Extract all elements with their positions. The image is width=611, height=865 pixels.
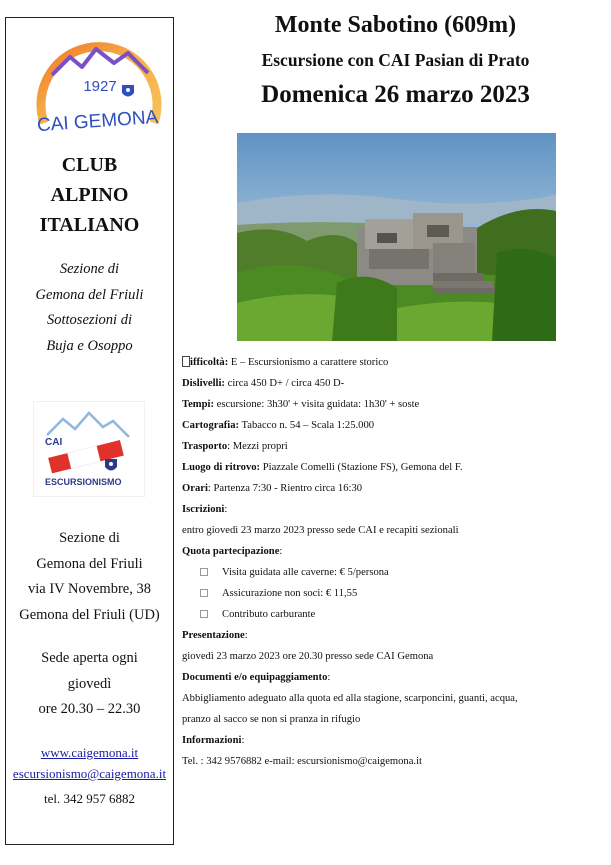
quota-item-text: Assicurazione non soci: € 11,55 — [222, 588, 358, 599]
ritrovo-label: Luogo di ritrovo: — [182, 462, 261, 473]
cai-gemona-logo — [30, 23, 166, 153]
address-line: Gemona del Friuli (UD) — [19, 606, 160, 623]
bullet-box-icon — [200, 610, 208, 618]
section-line: Sezione di — [59, 261, 120, 277]
documenti-colon: : — [327, 672, 331, 683]
svg-text:CAI: CAI — [45, 437, 63, 448]
address-line: Gemona del Friuli — [36, 555, 143, 572]
difficolta-value: E – Escursionismo a carattere storico — [228, 357, 389, 368]
email-link[interactable]: escursionismo@caigemona.it — [12, 766, 167, 781]
presentazione-text: giovedì 23 marzo 2023 ore 20.30 presso sede CAI Gemona — [182, 651, 434, 662]
phone-number: tel. 342 957 6882 — [44, 791, 135, 806]
orari-row — [182, 478, 602, 499]
bullet-box-icon — [200, 568, 208, 576]
difficolta-row — [182, 352, 602, 373]
section-line: Buja e Osoppo — [46, 337, 133, 354]
orari-value: : Partenza 7:30 - Rientro circa 16:30 — [207, 483, 363, 494]
svg-text:ESCURSIONISMO: ESCURSIONISMO — [45, 477, 122, 487]
quota-item-text: Contributo carburante — [222, 609, 316, 620]
club-line: CLUB — [61, 154, 118, 176]
documenti-label: Documenti e/o equipaggiamento — [182, 672, 328, 683]
presentazione-colon: : — [244, 630, 248, 641]
monte-sabotino-photo — [237, 133, 556, 341]
address-block — [6, 526, 173, 628]
trasporto-row — [182, 436, 602, 457]
dislivelli-row — [182, 373, 602, 394]
section-info — [6, 257, 173, 359]
cai-escursionismo-logo — [33, 401, 145, 497]
club-line: ALPINO — [50, 184, 129, 206]
iscrizioni-label: Iscrizioni — [182, 504, 225, 515]
iscrizioni-row — [182, 499, 602, 520]
hours-line: giovedì — [67, 675, 112, 692]
dislivelli-value: circa 450 D+ / circa 450 D- — [224, 378, 345, 389]
bullet-box-icon — [200, 589, 208, 597]
presentazione-label: Presentazione — [182, 630, 245, 641]
tempi-row — [182, 394, 602, 415]
address-line: via IV Novembre, 38 — [28, 581, 151, 597]
event-date: Domenica 26 marzo 2023 — [261, 81, 530, 108]
sidebar-panel — [5, 17, 174, 845]
hours-line: ore 20.30 – 22.30 — [38, 701, 141, 717]
quota-item — [182, 562, 602, 583]
svg-text:1927: 1927 — [83, 78, 117, 95]
quota-row — [182, 541, 602, 562]
club-line: ITALIANO — [39, 214, 140, 236]
svg-text:CAI GEMONA: CAI GEMONA — [36, 106, 159, 137]
cartografia-value: Tabacco n. 54 – Scala 1:25.000 — [239, 420, 375, 431]
quota-label: Quota partecipazione — [182, 546, 280, 557]
cartografia-label: Cartografia: — [182, 420, 240, 431]
website-link[interactable]: www.caigemona.it — [40, 745, 139, 760]
hours-line: Sede aperta ogni — [41, 650, 138, 666]
cartografia-row — [182, 415, 602, 436]
address-line: Sezione di — [59, 530, 120, 546]
section-line: Sottosezioni di — [47, 312, 132, 328]
informazioni-colon: : — [241, 735, 245, 746]
documenti-text-2: pranzo al sacco se non si pranza in rifugio — [182, 714, 361, 725]
difficolta-label: ifficoltà: — [190, 357, 229, 368]
informazioni-label: Informazioni — [182, 735, 242, 746]
excursion-details — [182, 352, 602, 772]
documenti-text-1: Abbigliamento adeguato alla quota ed alla stagione, scarponcini, guanti, acqua, — [182, 693, 518, 704]
tempi-label: Tempi: — [182, 399, 214, 410]
iscrizioni-colon: : — [224, 504, 228, 515]
trasporto-label: Trasporto — [182, 441, 228, 452]
quota-colon: : — [279, 546, 283, 557]
trasporto-value: : Mezzi propri — [227, 441, 288, 452]
quota-item — [182, 604, 602, 625]
missing-glyph-box — [182, 356, 190, 367]
opening-hours — [6, 646, 173, 723]
informazioni-text: Tel. : 342 9576882 e-mail: escursionismo@caigemona.it — [182, 756, 422, 767]
club-name — [6, 150, 173, 240]
quota-item — [182, 583, 602, 604]
dislivelli-label: Dislivelli: — [182, 378, 225, 389]
tempi-value: escursione: 3h30' + visita guidata: 1h30' + soste — [213, 399, 420, 410]
orari-label: Orari — [182, 483, 208, 494]
quota-item-text: Visita guidata alle caverne: € 5/persona — [222, 567, 389, 578]
iscrizioni-text: entro giovedì 23 marzo 2023 presso sede CAI e recapiti sezionali — [182, 525, 459, 536]
informazioni-row — [182, 730, 602, 751]
section-line: Gemona del Friuli — [35, 286, 144, 303]
documenti-row — [182, 667, 602, 688]
presentazione-row — [182, 625, 602, 646]
contact-links — [6, 742, 173, 809]
page-subtitle: Escursione con CAI Pasian di Prato — [261, 50, 530, 70]
ritrovo-row — [182, 457, 602, 478]
ritrovo-value: Piazzale Comelli (Stazione FS), Gemona del F. — [260, 462, 463, 473]
page-title: Monte Sabotino (609m) — [274, 12, 517, 38]
